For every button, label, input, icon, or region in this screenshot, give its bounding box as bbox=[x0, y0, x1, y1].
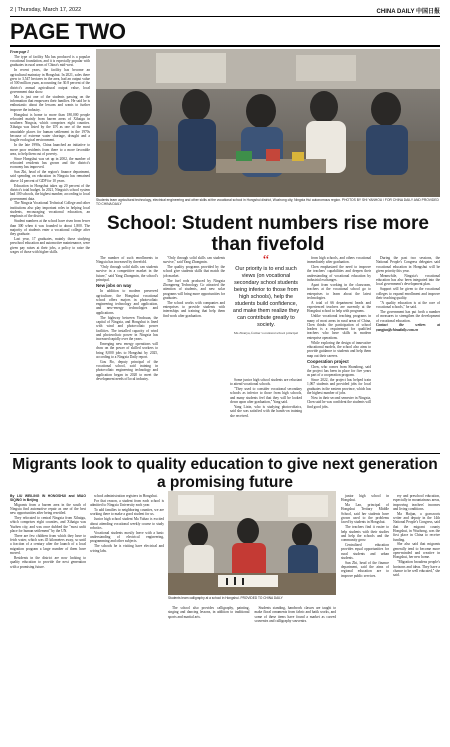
calligraphy-photo bbox=[168, 491, 336, 595]
section-title: PAGE TWO bbox=[10, 19, 126, 44]
paragraph: Residents in the district are now looking to quality education to provide the next generation with a promising future. bbox=[10, 555, 86, 569]
calligraphy-photo-image bbox=[168, 491, 336, 595]
pull-quote-attribution: Ma Zhanyu, former vocational school principal bbox=[233, 331, 299, 335]
masthead: CHINA DAILY 中国日报 bbox=[376, 9, 440, 15]
paragraph: The school also provides calligraphy, painting, singing and dancing lessons, in addition to traditional sports and martial arts. bbox=[168, 606, 250, 619]
paragraph: school administration registers in Hongshui. bbox=[94, 494, 158, 498]
byline: By LIU WEILING IN HONGSHUI and MIAO SIQING in Beijing bbox=[10, 494, 86, 502]
paragraph: from high schools, and others vocational immediately after graduation. bbox=[307, 256, 371, 265]
paragraph: "Migration broadens people's horizons and ideas. They have a chance to be well educated," she said. bbox=[393, 560, 440, 578]
paragraph: Some junior high school students are reluctant to attend vocational schools. bbox=[230, 378, 302, 387]
paragraph: She also said that migrants generally tend to become more open-minded and creative in Hongshui, her new home. bbox=[393, 542, 440, 560]
subhead-new-jobs: New jobs on way bbox=[96, 283, 132, 289]
paragraph: ery and preschool education, especially in mountainous areas, improving teachers' incomes and living conditions. bbox=[393, 494, 440, 511]
paragraph: The schools he is visiting have electrical and wiring labs. bbox=[90, 544, 164, 553]
paragraph: To add families to neighboring counties, we are working there to make a good student for us. bbox=[90, 508, 164, 517]
story2-col3 bbox=[168, 606, 336, 744]
story2-col4 bbox=[341, 494, 389, 744]
paragraph: Emerging new energy operations will draw on the power of skilled workers to bring 8,000 jobs to Hongshui by 2025, according to a Ningxia Daily report. bbox=[96, 342, 158, 359]
paragraph: The highway between Yinchuan, the capital of Ningxia, and Hongshui is lined with wind and photovoltaic power facilities. The installed capacity of wind and photovoltaic power in Ningxia has increased rapidly over the years. bbox=[96, 315, 158, 342]
paragraph: The Ningxia Vocational Technical College and other institutions also play important roles in helping local students, encouraging vocational education, an emphasis of the district. bbox=[10, 201, 90, 219]
classroom-photo-image bbox=[96, 49, 440, 197]
paragraph: Junior high school student Ma Yuhao is excited about attending vocational weekly course to study robotics. bbox=[90, 517, 164, 530]
subhead-cooperation: Cooperation project bbox=[307, 358, 349, 364]
paragraph: Education in Hongshui takes up 20 percent of the district's total budget. In 2021, Ningxia's school system had 100 schools, the highest number, according to local government data. bbox=[10, 183, 90, 201]
paragraph: Yang Lixin, who is studying photovoltaics, said she was satisfied with the hands-on training she received. bbox=[230, 404, 302, 418]
paragraph: For that reason, a student from each school is admitted to Ningxia University each year. bbox=[90, 498, 164, 508]
paragraph: Vocational students mostly leave with a basic understanding of electrical engineering, programming and other subjects. bbox=[90, 530, 164, 544]
paragraph: While exploring the design of innovative educational models, the school also aims to provide guidance to students and help them map out their careers. bbox=[307, 340, 371, 358]
story1-col1 bbox=[10, 50, 90, 450]
paragraph: The quality programs provided by the school give students skills that match the job market. bbox=[163, 265, 225, 278]
paragraph: Meanwhile, Ningxia's vocational education has also been integrated into the local government's development plan. bbox=[376, 273, 440, 287]
pull-quote-text: Our priority is to end such views (on vocational secondary school students being inferior to those from high schools), help the students build confidence, and make them realize they can contribute greatly to society. bbox=[232, 266, 300, 328]
paragraph: "Only through solid skills can students survive in a competitive market in the future," said Yang Zhongmin, the school's principal. bbox=[96, 265, 158, 283]
paragraph: Student numbers at the school have risen from fewer than 300 when it was founded to about 1,800. The majority of students enter a vocational college after they graduate. bbox=[10, 219, 90, 237]
paragraph: The teachers find it easier to help students with their studies and help the schools and the community grow. bbox=[341, 525, 389, 543]
paragraph: Since 2022, the project has helped train 1,067 students and provided jobs for local graduates in the eastern province, which has the highest number of jobs. bbox=[307, 378, 371, 396]
bottom-photo-caption: Students learn calligraphy at a school in Hongshui. PROVIDED TO CHINA DAILY bbox=[168, 596, 283, 600]
jump-note: From page 1 bbox=[10, 50, 29, 54]
paragraph: Last year, 17 graduates, mainly those studying preschool education and automotive maintenance, were given pay raises at their jobs, a policy to raise the wages of those with higher skills. bbox=[10, 237, 90, 254]
page-date: 2 | Thursday, March 17, 2022 bbox=[10, 7, 82, 13]
story1-col6 bbox=[307, 256, 371, 451]
paragraph: The fuel rods produced by Ningxia Zhongneng Technology Co attracted the attention of students, and new solar programs will bring more opportunities for graduates. bbox=[163, 278, 225, 300]
paragraph: Chen, who comes from Shandong, said the project has been in place for five years as part of a cooperation program. bbox=[307, 364, 371, 378]
classroom-photo bbox=[96, 49, 440, 197]
paragraph: "Only through solid skills can students survive," said Yang Zhongmin. bbox=[163, 256, 225, 265]
paragraph: Unlike vocational teaching programs in many of most areas in rural areas of China, Chen thinks the participation of school leaders is a requirement for qualified teachers who have skills in modern enterprise operations. bbox=[307, 314, 371, 340]
paragraph: Hongshui is home to more than 180,000 people relocated mainly from barren areas of Xihaigu in southern Ningxia, which comprises eight counties. Xihaigu was listed by the UN as one of the most unsuitable places for human settlement in the 1970s because of extreme water shortage, drought and a fragile ecological environment. bbox=[10, 112, 90, 143]
paragraph: The school works with companies and enterprises to provide students with internships and training that help them find work after graduation. bbox=[163, 300, 225, 318]
paragraph: There are few children from which they have to fetch water, which was 45 kilometers away, so until a fraction of a century after the launch of a local migration program a large number of them have moved. bbox=[10, 533, 86, 556]
paragraph: "They used to consider vocational secondary schools as inferior to those from high schools, and many students feel that they will be looked down upon after graduation," Yang said. bbox=[230, 387, 302, 405]
paragraph: Chen emphasized the need to improve the teachers' capabilities and deepen their understanding of vocational education by industrial exchanges. bbox=[307, 265, 371, 283]
paragraph: Apart from working in the classroom, teachers at the vocational school go to enterprises to learn about the latest technologies. bbox=[307, 282, 371, 300]
paragraph: In addition to modern preserved agriculture, the Hongshui vocational school offers majors in photovoltaic engineering technology and application, and new-energy technologies and applications. bbox=[96, 289, 158, 315]
story2-col1 bbox=[10, 494, 86, 744]
story1-headline: School: Student numbers rise more than fivefold bbox=[107, 213, 429, 255]
paragraph: The government has put forth a number of measures to strengthen the development of vocational education. bbox=[376, 309, 440, 323]
quote-mark-icon: “ bbox=[262, 253, 270, 268]
paragraph: Sun Zhi, head of the region's finance department, said spending on education in Ningxia has remained above 14 percent of GDP for 10 years. bbox=[10, 170, 90, 183]
paragraph: "A quality education is at the core of vocational schools," he said. bbox=[376, 300, 440, 310]
paragraph: Support will be given to the vocational colleges to expand enrollment and improve their teaching quality. bbox=[376, 287, 440, 300]
story1-col4 bbox=[163, 256, 225, 451]
paragraph: During the past two sessions, the National People's Congress delegates said vocational education in Hongshui will be given priority this year. bbox=[376, 256, 440, 273]
paragraph: Ma Lan, principal of Hongshui Tertiary Middle School, said her students have grown used to the problems faced by students in Hongshui. bbox=[341, 503, 389, 525]
story1-col3 bbox=[96, 256, 158, 451]
story2-col5 bbox=[393, 494, 440, 744]
paragraph: Gou Bo, deputy principal of the vocational school, said training in photovoltaic engineering technology and application began in 2020 to meet the development needs of local industry. bbox=[96, 359, 158, 381]
paragraph: The type of facility Ma has produced is a popular vocational foundation, and it is especially popular with graduates in rural areas of China's mid-west. bbox=[10, 54, 90, 68]
paragraph: They relocated to central Ningxia from Xihaigu, which comprises eight counties, and Xihaigu was Yuzhen city, and was once dubbed the "most unfit place for human settlement" by the UN. bbox=[10, 516, 86, 533]
paragraph: Centralized education provides equal opportunities for rural students and urban students. bbox=[341, 543, 389, 560]
paragraph: In the late 1990s, China launched an initiative to move poor residents from there to a more favorable area, to help them out of poverty. bbox=[10, 143, 90, 156]
paragraph: junior high school in Hongshui. bbox=[341, 494, 389, 503]
story2-col2 bbox=[90, 494, 164, 744]
story2-headline: Migrants look to quality education to give next generation a promising future bbox=[12, 456, 438, 491]
paragraph: Now in their second semester in Ningxia, Chen said he was confident the students will find good jobs. bbox=[307, 395, 371, 409]
story1-col5 bbox=[230, 378, 302, 451]
story-divider bbox=[10, 453, 440, 454]
paragraph: Ma is just one of the students passing on the information that empowers their families. He said he is enthusiastic about the lessons and wants to further improve the industry. bbox=[10, 94, 90, 112]
paragraph: Students standing, handwork classes are taught to make floral ornaments from fabric and batik works, and some of these items have found a market as carved souvenirs and calligraphy souvenirs. bbox=[254, 606, 336, 623]
contact-line: Contact the writers at yangjun@chinadaily.com.cn bbox=[376, 323, 440, 332]
paragraph: Sun Zhi, head of the finance department, said the aims of regional education are to improve public services. bbox=[341, 560, 389, 578]
paragraph: A total of 66 department heads and experienced teachers are currently at the Hongshui school to help with programs. bbox=[307, 300, 371, 314]
title-rule bbox=[10, 45, 440, 47]
paragraph: The number of such enrollments in Ningxia has increased by threefold. bbox=[96, 256, 158, 265]
paragraph: Ma Haijun, a grassroots writer and deputy in the 14th National People's Congress, said that the migrant county Hongshui, in Wuzhong, was the first place in China to receive funding. bbox=[393, 511, 440, 542]
story1-col7 bbox=[376, 256, 440, 451]
paragraph: Since Hongshui was set up in 2002, the number of relocated residents has grown and the district's economy has improved. bbox=[10, 156, 90, 170]
pull-quote bbox=[230, 253, 302, 374]
top-photo-caption: Students learn agricultural technology, electrical engineering and other skills at the vocational school in Hongshui district, Wuzhong city, Ningxia Hui autonomous region. PHOTOS BY SHI YANHOU / FOR CHINA DAILY AND PROVIDED TO CHINA DAILY bbox=[96, 198, 439, 206]
paragraph: Migrants from a barren area in the south of Ningxia find automotive repair as one of the best new opportunities after being resettled. bbox=[10, 502, 86, 516]
header-rule bbox=[10, 16, 440, 17]
paragraph: In recent years, the facility has become an agricultural mainstay in Hongshui. In 2021, sales there grew to 3,547 hectares in the area, had an output value of 500 million yuan, accounting for 30.8 percent of the district's annual agricultural output value, local government data show. bbox=[10, 68, 90, 94]
